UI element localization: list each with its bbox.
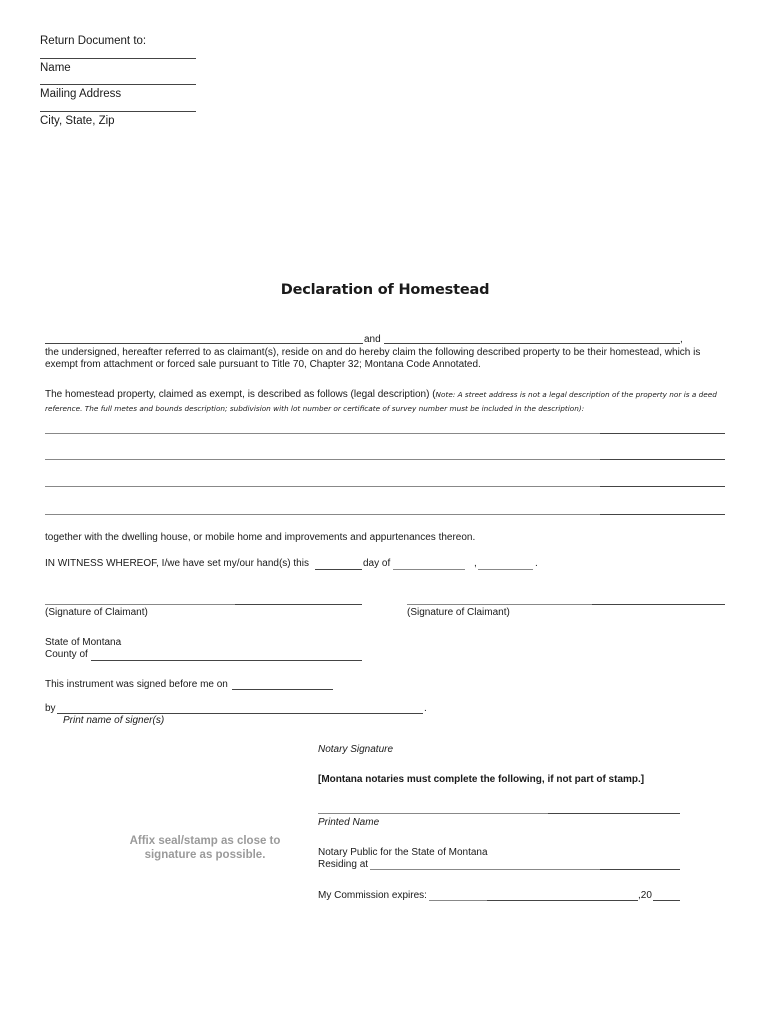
legal-intro-text: The homestead property, claimed as exempt, is described as follows (legal description) ( <box>45 389 436 400</box>
witness-comma: , <box>474 558 477 569</box>
signature-label-left: (Signature of Claimant) <box>45 607 148 618</box>
legal-note-1: Note: A street address is not a legal description of the property nor is a deed <box>435 390 717 399</box>
seal-instruction <box>115 834 295 862</box>
county-label: County of <box>45 649 88 660</box>
commission-year-field[interactable] <box>653 900 680 901</box>
claim-statement-1: the undersigned, hereafter referred to as claimant(s), reside on and do hereby claim the following described property to be their homestead, which is <box>45 347 701 358</box>
signature-line-left-b[interactable] <box>235 604 362 605</box>
residing-field-b[interactable] <box>600 869 680 870</box>
signature-line-right-b[interactable] <box>592 604 725 605</box>
residing-label: Residing at <box>318 859 369 870</box>
claim-statement-2: exempt from attachment or forced sale pursuant to Title 70, Chapter 32; Montana Code Annotated. <box>45 359 481 370</box>
legal-note-2: reference. The full metes and bounds description; subdivision with lot number or certificate of survey number must be included in the description <box>45 404 579 413</box>
witness-month-field[interactable] <box>393 569 465 570</box>
legal-line-3a[interactable] <box>45 486 600 487</box>
return-name-line[interactable] <box>40 58 196 59</box>
commission-label: My Commission expires: <box>318 890 427 901</box>
legal-line-4a[interactable] <box>45 514 600 515</box>
commission-field-a[interactable] <box>429 900 487 901</box>
legal-line-1a[interactable] <box>45 433 600 434</box>
legal-note-block <box>45 398 584 416</box>
signature-label-right: (Signature of Claimant) <box>407 607 510 618</box>
legal-line-1b[interactable] <box>600 433 725 434</box>
witness-text: IN WITNESS WHEREOF, I/we have set my/our hand(s) this <box>45 558 309 569</box>
printed-name-line-b[interactable] <box>548 813 680 814</box>
legal-line-2b[interactable] <box>600 459 725 460</box>
document-title: Declaration of Homestead <box>280 282 490 298</box>
witness-year-field[interactable] <box>478 569 533 570</box>
signature-line-right-a[interactable] <box>407 604 592 605</box>
together-text: together with the dwelling house, or mobile home and improvements and appurtenances thereon. <box>45 532 476 543</box>
signer-name-field[interactable] <box>57 713 423 714</box>
county-field[interactable] <box>91 660 362 661</box>
return-address-label: Mailing Address <box>40 88 122 100</box>
signed-before-text: This instrument was signed before me on <box>45 679 228 690</box>
signed-date-field[interactable] <box>232 689 333 690</box>
day-of-text: day of <box>363 558 391 569</box>
notary-public-label: Notary Public for the State of Montana <box>318 847 488 858</box>
return-city-label: City, State, Zip <box>40 115 115 127</box>
signature-line-left-a[interactable] <box>45 604 235 605</box>
return-name-label: Name <box>40 62 71 74</box>
printed-name-label: Printed Name <box>318 817 380 828</box>
and-text: and <box>364 334 381 345</box>
by-label: by <box>45 703 56 714</box>
commission-field-b[interactable] <box>487 900 638 901</box>
residing-field-a[interactable] <box>370 869 600 870</box>
return-address-line[interactable] <box>40 84 196 85</box>
legal-line-2a[interactable] <box>45 459 600 460</box>
seal-line-1: Affix seal/stamp as close to <box>129 835 281 847</box>
comma-text: , <box>680 334 683 345</box>
claimant-2-field[interactable] <box>384 343 680 344</box>
notary-signature-label: Notary Signature <box>318 744 394 755</box>
witness-day-field[interactable] <box>315 569 362 570</box>
claimant-1-field[interactable] <box>45 343 363 344</box>
print-name-label: Print name of signer(s) <box>63 715 165 726</box>
printed-name-line-a[interactable] <box>318 813 548 814</box>
return-heading: Return Document to: <box>40 35 147 47</box>
legal-line-3b[interactable] <box>600 486 725 487</box>
seal-line-2: signature as possible. <box>144 849 266 861</box>
witness-period: . <box>535 558 538 569</box>
return-city-line[interactable] <box>40 111 196 112</box>
state-label: State of Montana <box>45 637 122 648</box>
by-period: . <box>424 703 427 714</box>
legal-line-4b[interactable] <box>600 514 725 515</box>
commission-year-prefix: ,20 <box>638 890 652 901</box>
legal-note-end: ): <box>578 404 585 413</box>
notary-instruction: [Montana notaries must complete the following, if not part of stamp.] <box>318 774 645 785</box>
